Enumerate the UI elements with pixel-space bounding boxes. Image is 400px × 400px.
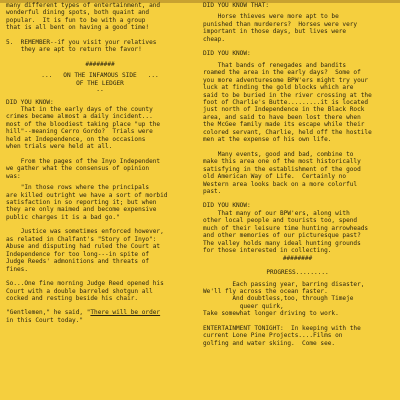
judge-quote <box>6 309 194 324</box>
many-events-paragraph: Many events, good and bad, combine to make this area one of the most historically satisfying in the establishment of the good old American Way of Life. Certainly no Western area looks back on a more colorful past. <box>203 150 361 195</box>
section-title-line-2: OF THE LEDGER <box>76 79 124 87</box>
did-you-know-heading: DID YOU KNOW: <box>203 202 251 210</box>
bandits-paragraph: That bands of renegades and bandits roamed the area in the early days? Some of you more adventuresome BPW'ers might try your luck at finding the gold blocks which are said to be buried in the river crossing at the foot of Charlie's Butte.........it is located just north of Independence in the Black Rock area, and said to have been lost there when the McGee family made its escape while their colored servant, Charlie, held off the hostile men at the expense of his own life. <box>203 61 372 144</box>
intro-paragraph: many different types of entertainment, and wonderful dining spots, both quaint and popular. It is fun to be with a group that is all bent on having a good time! <box>6 2 161 32</box>
newspaper-quote: "In those rows where the principals are killed outright we have a sort of morbid satisfaction in so reporting it; but when they are only maimed and become expensive public charges it is a bad go." <box>6 184 168 221</box>
progress-heading: PROGRESS......... <box>266 269 329 277</box>
judge-quote-end: in this Court today." <box>6 316 84 324</box>
section-divider: ######## <box>85 60 115 68</box>
judge-quote-start: "Gentlemen," he said, " <box>6 309 91 317</box>
tip-item-5: 5. REMEMBER--if you visit your relatives they are apt to return the favor! <box>6 38 157 54</box>
court-paragraph: That in the early days of the county crimes became almost a daily incident... most of the bloodiest taking place "up the hill"--meaning Cerro Gordo? Trials were held at Independence, on the occasions when trials were held at all. <box>6 105 161 151</box>
section-title-line-3: -- <box>96 87 104 95</box>
inyo-paragraph: From the pages of the Inyo Independent we gather what the consensus of opinion was: <box>6 157 161 180</box>
did-you-know-heading: DID YOU KNOW: <box>6 98 54 106</box>
did-you-know-heading: DID YOU KNOW THAT: <box>203 2 270 9</box>
progress-poem: Each passing year, barring disaster, We'll fly across the ocean faster. And doubtless,too, through Timeje queer quirk, Take somewhat longer driving to work. <box>203 280 365 318</box>
horse-thieves-paragraph: Horse thieves were more apt to be punished than murderers? Horses were very important in those days, but lives were cheap. <box>203 13 358 43</box>
judge-quote-underlined: There will be order <box>90 309 161 317</box>
arrowheads-paragraph: That many of our BPW'ers, along with other local people and tourists too, spend much of their leisure time hunting arrowheads and other memories of our picturesque past? The valley holds many ideal hunting grounds for those interested in collecting. <box>203 209 369 255</box>
right-column <box>203 2 392 347</box>
shotgun-paragraph: So...One fine morning Judge Reed opened his Court with a double barreled shotgun all cocked and resting beside his chair. <box>6 280 164 302</box>
section-title-line-1: ... ON THE INFAMOUS SIDE ... <box>41 72 159 80</box>
did-you-know-heading: DID YOU KNOW: <box>203 50 251 58</box>
entertainment-notice: ENTERTAINMENT TONIGHT: In keeping with the current Lone Pine Projects....Films on golfing and water skiing. Come see. <box>203 324 361 347</box>
left-column <box>6 2 194 324</box>
section-divider: ######## <box>282 254 313 262</box>
justice-paragraph: Justice was sometimes enforced however, as related in Chalfant's "Story of Inyo": Abuse and disputing had ruled the Court at Independence for too long---in spite of Judge Reeds' admonitions and threats of fines. <box>6 228 164 273</box>
